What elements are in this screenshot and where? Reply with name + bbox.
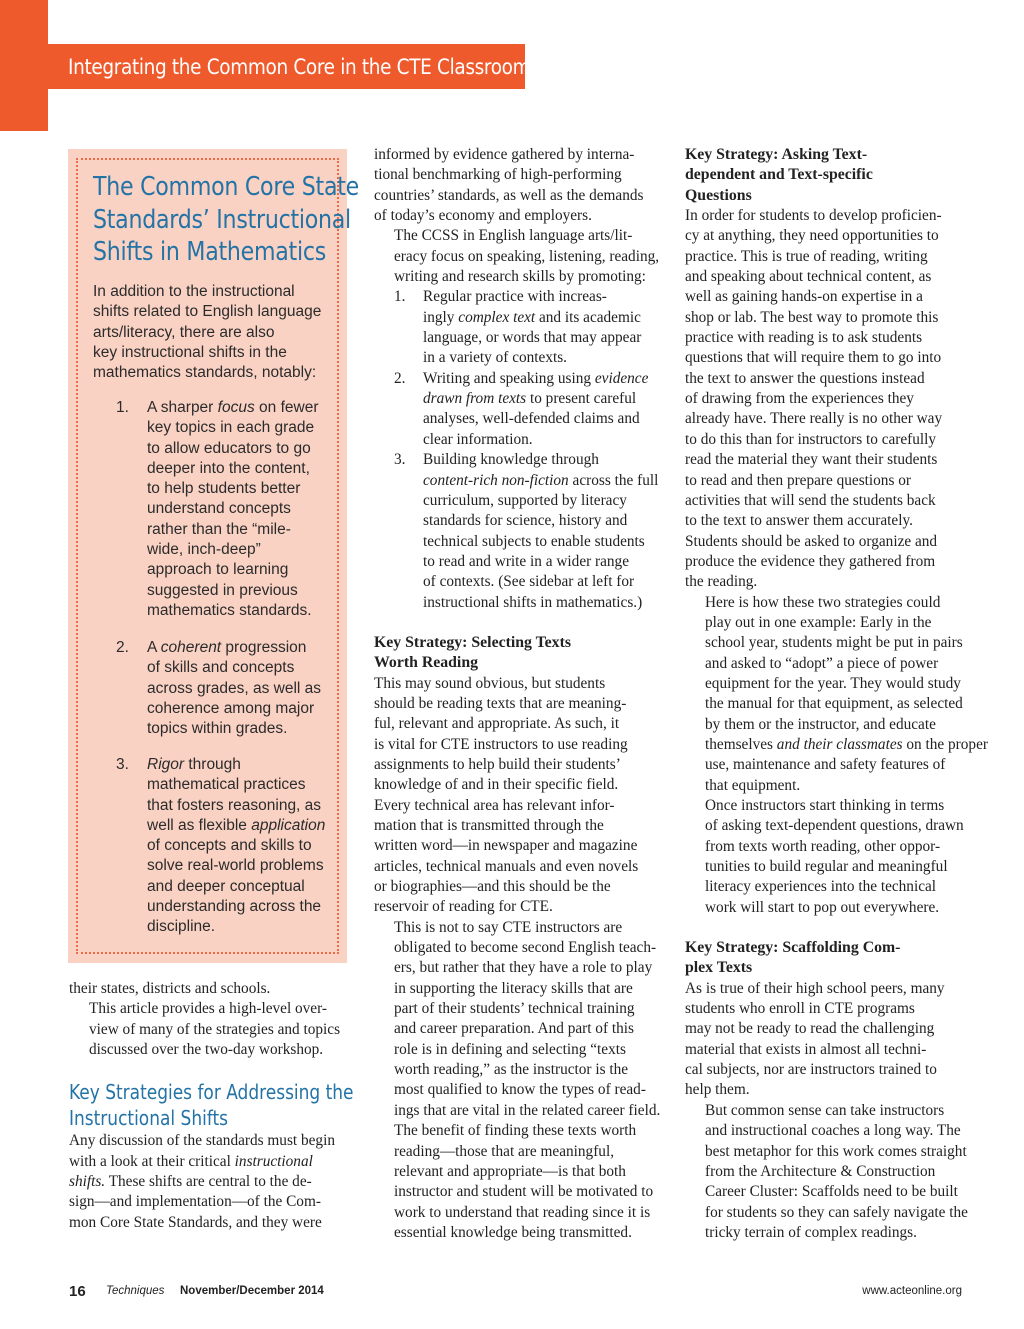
text-line: A sharper focus on fewer [147,399,319,416]
paragraph [685,206,975,593]
section-heading-line: plex Texts [685,959,753,977]
header-color-block [0,0,48,131]
text-line: mathematical practices [147,776,306,794]
text-line: to help students better [147,480,301,498]
text-line: written word—in newspaper and magazine [374,837,638,855]
text-line: use, maintenance and safety features of [705,756,946,774]
text-line: and career preparation. And part of this [394,1020,634,1038]
sidebar-intro-line: In addition to the instructional [93,283,295,300]
text-line: Regular practice with increas- [423,288,607,306]
paragraph [685,796,975,918]
running-header-title: Integrating the Common Core in the CTE Classroom [68,55,531,79]
text-line: tricky terrain of complex readings. [705,1223,917,1241]
paragraph [374,145,664,226]
text-line: language, or words that may appear [423,329,642,347]
column-1-bottom [69,979,354,1233]
sidebar-intro-line: shifts related to English language [93,303,322,321]
text-line: of drawing from the experiences they [685,390,914,408]
text-line: Here is how these two strategies could [705,593,941,611]
text-line: and deeper conceptual [147,877,305,895]
text-line: The CCSS in English language arts/lit- [394,227,633,245]
text-line: analyses, well-defended claims and [423,410,640,428]
emphasis: evidence [594,369,649,387]
text-line: literacy experiences into the technical [705,878,937,896]
text-line: in supporting the literacy skills that are [394,979,633,997]
text-line: wide, inch-deep” [147,541,261,559]
list-number: 1. [394,288,406,306]
text-line: best metaphor for this work comes straight [705,1142,967,1160]
text-line: Any discussion of the standards must begin [69,1132,335,1150]
numbered-item-text [423,450,664,613]
text-line: students who enroll in CTE programs [685,1000,915,1018]
section-heading-line: Key Strategies for Addressing the [69,1080,354,1105]
text-line: view of many of the strategies and topics [89,1020,341,1038]
text-line: the reading. [685,573,758,591]
numbered-item [374,287,664,368]
text-line: standards for science, history and [423,512,628,530]
text-line: deeper into the content, [147,459,310,477]
numbered-item [374,450,664,613]
text-line: is vital for CTE instructors to use reading [374,735,628,753]
text-line: suggested in previous [147,581,298,599]
emphasis: coherent [160,639,222,656]
text-line: from the Architecture & Construction [705,1162,936,1180]
sidebar-list-text [147,398,347,621]
text-line: This article provides a high-level over- [89,1000,327,1018]
text-line: to allow educators to go [147,439,311,457]
text-line: shop or lab. The best way to promote this [685,308,939,326]
text-line: read the material they want their students [685,451,938,469]
text-line: content-rich non-fiction across the full [423,471,659,489]
text-line: understanding across the [147,898,322,916]
text-line: informed by evidence gathered by interna- [374,146,635,163]
text-line: most qualified to know the types of read- [394,1081,646,1099]
text-line: key topics in each grade [147,419,315,437]
text-line: discussed over the two-day workshop. [89,1041,324,1059]
text-line: understand concepts [147,500,291,518]
list-number: 3. [116,756,129,773]
sidebar-box [68,149,360,963]
text-line: across grades, as well as [147,679,322,697]
text-line: sign—and implementation—of the Com- [69,1193,321,1211]
text-line: ers, but rather that they have a role to play [394,959,653,977]
text-line: practice with reading is to ask students [685,329,923,347]
text-line: of today’s economy and employers. [374,207,592,225]
emphasis: Rigor [147,756,185,773]
text-line: and asked to “adopt” a piece of power [705,654,939,672]
website-url: www.acteonline.org [862,1285,962,1297]
emphasis: shifts. [69,1173,106,1191]
section-heading [69,1079,354,1131]
text-line: As is true of their high school peers, many [685,979,945,997]
emphasis: focus [217,399,255,416]
paragraph [685,1101,975,1243]
text-line: knowledge of and in their specific field. [374,776,619,794]
section-heading-line: Key Strategy: Asking Text- [685,146,868,163]
text-line: the text to answer the questions instead [685,369,925,387]
emphasis: complex text [458,308,536,326]
text-line: Rigor through [147,756,241,773]
text-line: to read and write in a wider range [423,552,629,570]
text-line: But common sense can take instructors [705,1101,945,1119]
text-line: well as flexible application [147,816,326,834]
numbered-item [374,369,664,450]
text-line: of skills and concepts [147,659,295,677]
sidebar-title-line: Shifts in Mathematics [93,237,327,267]
text-line: produce the evidence they gathered from [685,552,936,570]
text-line: shifts. These shifts are central to the de- [69,1173,312,1191]
text-line: that equipment. [705,776,801,794]
text-line: rather than the “mile- [147,520,291,538]
text-line: help them. [685,1081,750,1099]
text-line: of contexts. (See sidebar at left for [423,573,635,591]
text-line: instructional shifts in mathematics.) [423,593,643,611]
emphasis: instructional [234,1152,313,1170]
sidebar-title-line: Standards’ Instructional [93,204,351,235]
text-line: from texts worth reading, other oppor- [705,837,941,855]
page-footer [69,1285,962,1303]
text-line: This is not to say CTE instructors are [394,918,623,936]
emphasis: drawn from texts [423,390,527,408]
text-line: tunities to build regular and meaningful [705,858,948,876]
sidebar-title-line: The Common Core State [93,172,360,202]
text-line: cal subjects, nor are instructors trained to [685,1061,937,1079]
numbered-item-text [423,287,664,368]
text-line: activities that will send the students back [685,491,936,509]
text-line: relevant and appropriate—is that both [394,1162,626,1180]
text-line: role is in defining and selecting “texts [394,1040,626,1058]
text-line: reading—those that are meaningful, [394,1142,615,1160]
section-heading-line: dependent and Text-specific [685,166,873,184]
text-line: mation that is transmitted through the [374,817,604,834]
text-line: ings that are vital in the related career field. [394,1101,661,1119]
text-line: cy at anything, they need opportunities to [685,227,939,245]
text-line: questions that will require them to go into [685,349,942,367]
paragraph [374,1121,664,1243]
paragraph [69,999,351,1060]
text-line: practice. This is true of reading, writing [685,247,928,265]
text-line: school year, students might be put in pairs [705,634,963,652]
text-line: obligated to become second English teach- [394,939,657,957]
text-line: Career Cluster: Scaffolds need to be built [705,1183,958,1201]
paragraph [685,593,988,796]
text-line: may not be ready to read the challenging [685,1020,935,1038]
text-line: equipment for the year. They would study [705,674,961,692]
section-heading-line: Instructional Shifts [69,1106,229,1131]
section-heading-line: Worth Reading [374,654,479,672]
numbered-item-text [423,369,664,450]
text-line: material that exists in almost all techni- [685,1040,927,1058]
text-line: worth reading,” as the instructor is the [394,1061,629,1079]
text-line: technical subjects to enable students [423,532,645,550]
text-line: discipline. [147,918,216,936]
list-number: 2. [116,639,129,656]
paragraph [374,674,664,918]
sidebar-intro-line: key instructional shifts in the [93,343,287,361]
page-number: 16 [69,1283,86,1300]
emphasis: content-rich non-fiction [423,471,569,489]
issue-date: November/December 2014 [180,1285,324,1297]
list-number: 2. [394,369,406,387]
text-line: and speaking about technical content, as [685,268,932,286]
text-line: Writing and speaking using evidence [423,369,649,387]
text-line: reservoir of reading for CTE. [374,898,553,916]
text-line: ful, relevant and appropriate. As such, it [374,715,620,733]
text-line: work will start to pop out everywhere. [705,898,940,916]
text-line: already have. There really is no other way [685,410,943,428]
text-line: articles, technical manuals and even novels [374,857,639,875]
text-line: In order for students to develop proficien- [685,207,942,225]
text-line: countries’ standards, as well as the demands [374,186,644,204]
paragraph [69,1131,351,1233]
text-line: The benefit of finding these texts worth [394,1122,637,1140]
text-line: in a variety of contexts. [423,349,567,367]
column-3 [685,145,988,1243]
text-line: play out in one example: Early in the [705,613,932,631]
text-line: Students should be asked to organize and [685,532,938,550]
text-line: work to understand that reading since it is [394,1203,651,1221]
text-line: solve real-world problems [147,857,324,875]
text-line: part of their students’ technical training [394,1000,635,1018]
sidebar-list-text [147,638,347,739]
text-line: A coherent progression [147,639,307,656]
text-line: or biographies—and this should be the [374,878,611,896]
text-line: clear information. [423,430,533,448]
list-number: 3. [394,451,406,469]
sidebar-list-text [147,755,347,938]
text-line: and instructional coaches a long way. The [705,1122,961,1140]
magazine-name: Techniques [106,1285,165,1297]
text-line: approach to learning [147,561,289,579]
section-heading-line: Questions [685,186,752,204]
text-line: ingly complex text and its academic [423,308,641,326]
text-line: instructor and student will be motivated to [394,1183,654,1201]
text-line: of asking text-dependent questions, drawn [705,817,964,835]
text-line: their states, districts and schools. [69,980,271,997]
emphasis: and their classmates [776,735,903,753]
sidebar-title [93,171,360,269]
text-line: well as gaining hands-on expertise in a [685,288,923,306]
text-line: Every technical area has relevant infor- [374,796,615,814]
text-line: This may sound obvious, but students [374,674,606,692]
text-line: with a look at their critical instructional [69,1152,313,1170]
text-line: should be reading texts that are meaning- [374,694,627,712]
text-line: Building knowledge through [423,451,599,469]
text-line: essential knowledge being transmitted. [394,1223,632,1241]
section-heading-line: Key Strategy: Scaffolding Com- [685,939,901,957]
text-line: by them or the instructor, and educate [705,715,936,733]
text-line: tional benchmarking of high-performing [374,166,622,184]
text-line: eracy focus on speaking, listening, reading, [394,247,660,265]
text-line: writing and research skills by promoting: [394,268,646,286]
paragraph [374,226,664,287]
sidebar-intro [93,282,333,383]
text-line: the manual for that equipment, as selected [705,695,963,713]
section-heading [685,938,975,979]
text-line: mon Core State Standards, and they were [69,1213,322,1231]
text-line: to read and then prepare questions or [685,471,911,489]
paragraph [374,918,664,1121]
text-line: coherence among major [147,699,315,717]
emphasis: application [251,816,326,834]
text-line: curriculum, supported by literacy [423,491,627,509]
text-line: Once instructors start thinking in terms [705,797,945,814]
column-2 [374,145,664,1243]
section-heading [685,145,975,206]
text-line: to do this than for instructors to carefully [685,430,937,448]
section-heading [374,633,664,674]
text-line: that fosters reasoning, as [147,796,322,814]
sidebar-intro-line: arts/literacy, there are also [93,323,275,341]
text-line: mathematics standards. [147,601,312,619]
text-line: for students so they can safely navigate the [705,1203,968,1221]
text-line: drawn from texts to present careful [423,390,637,408]
sidebar-intro-line: mathematics standards, notably: [93,364,317,382]
text-line: themselves and their classmates on the proper [705,735,988,753]
text-line: assignments to help build their students’ [374,755,621,773]
text-line: to the text to answer them accurately. [685,512,913,530]
text-line: of concepts and skills to [147,837,312,855]
paragraph [69,979,351,999]
list-number: 1. [116,399,129,416]
paragraph [685,979,975,1101]
section-heading-line: Key Strategy: Selecting Texts [374,633,571,651]
text-line: topics within grades. [147,720,288,738]
